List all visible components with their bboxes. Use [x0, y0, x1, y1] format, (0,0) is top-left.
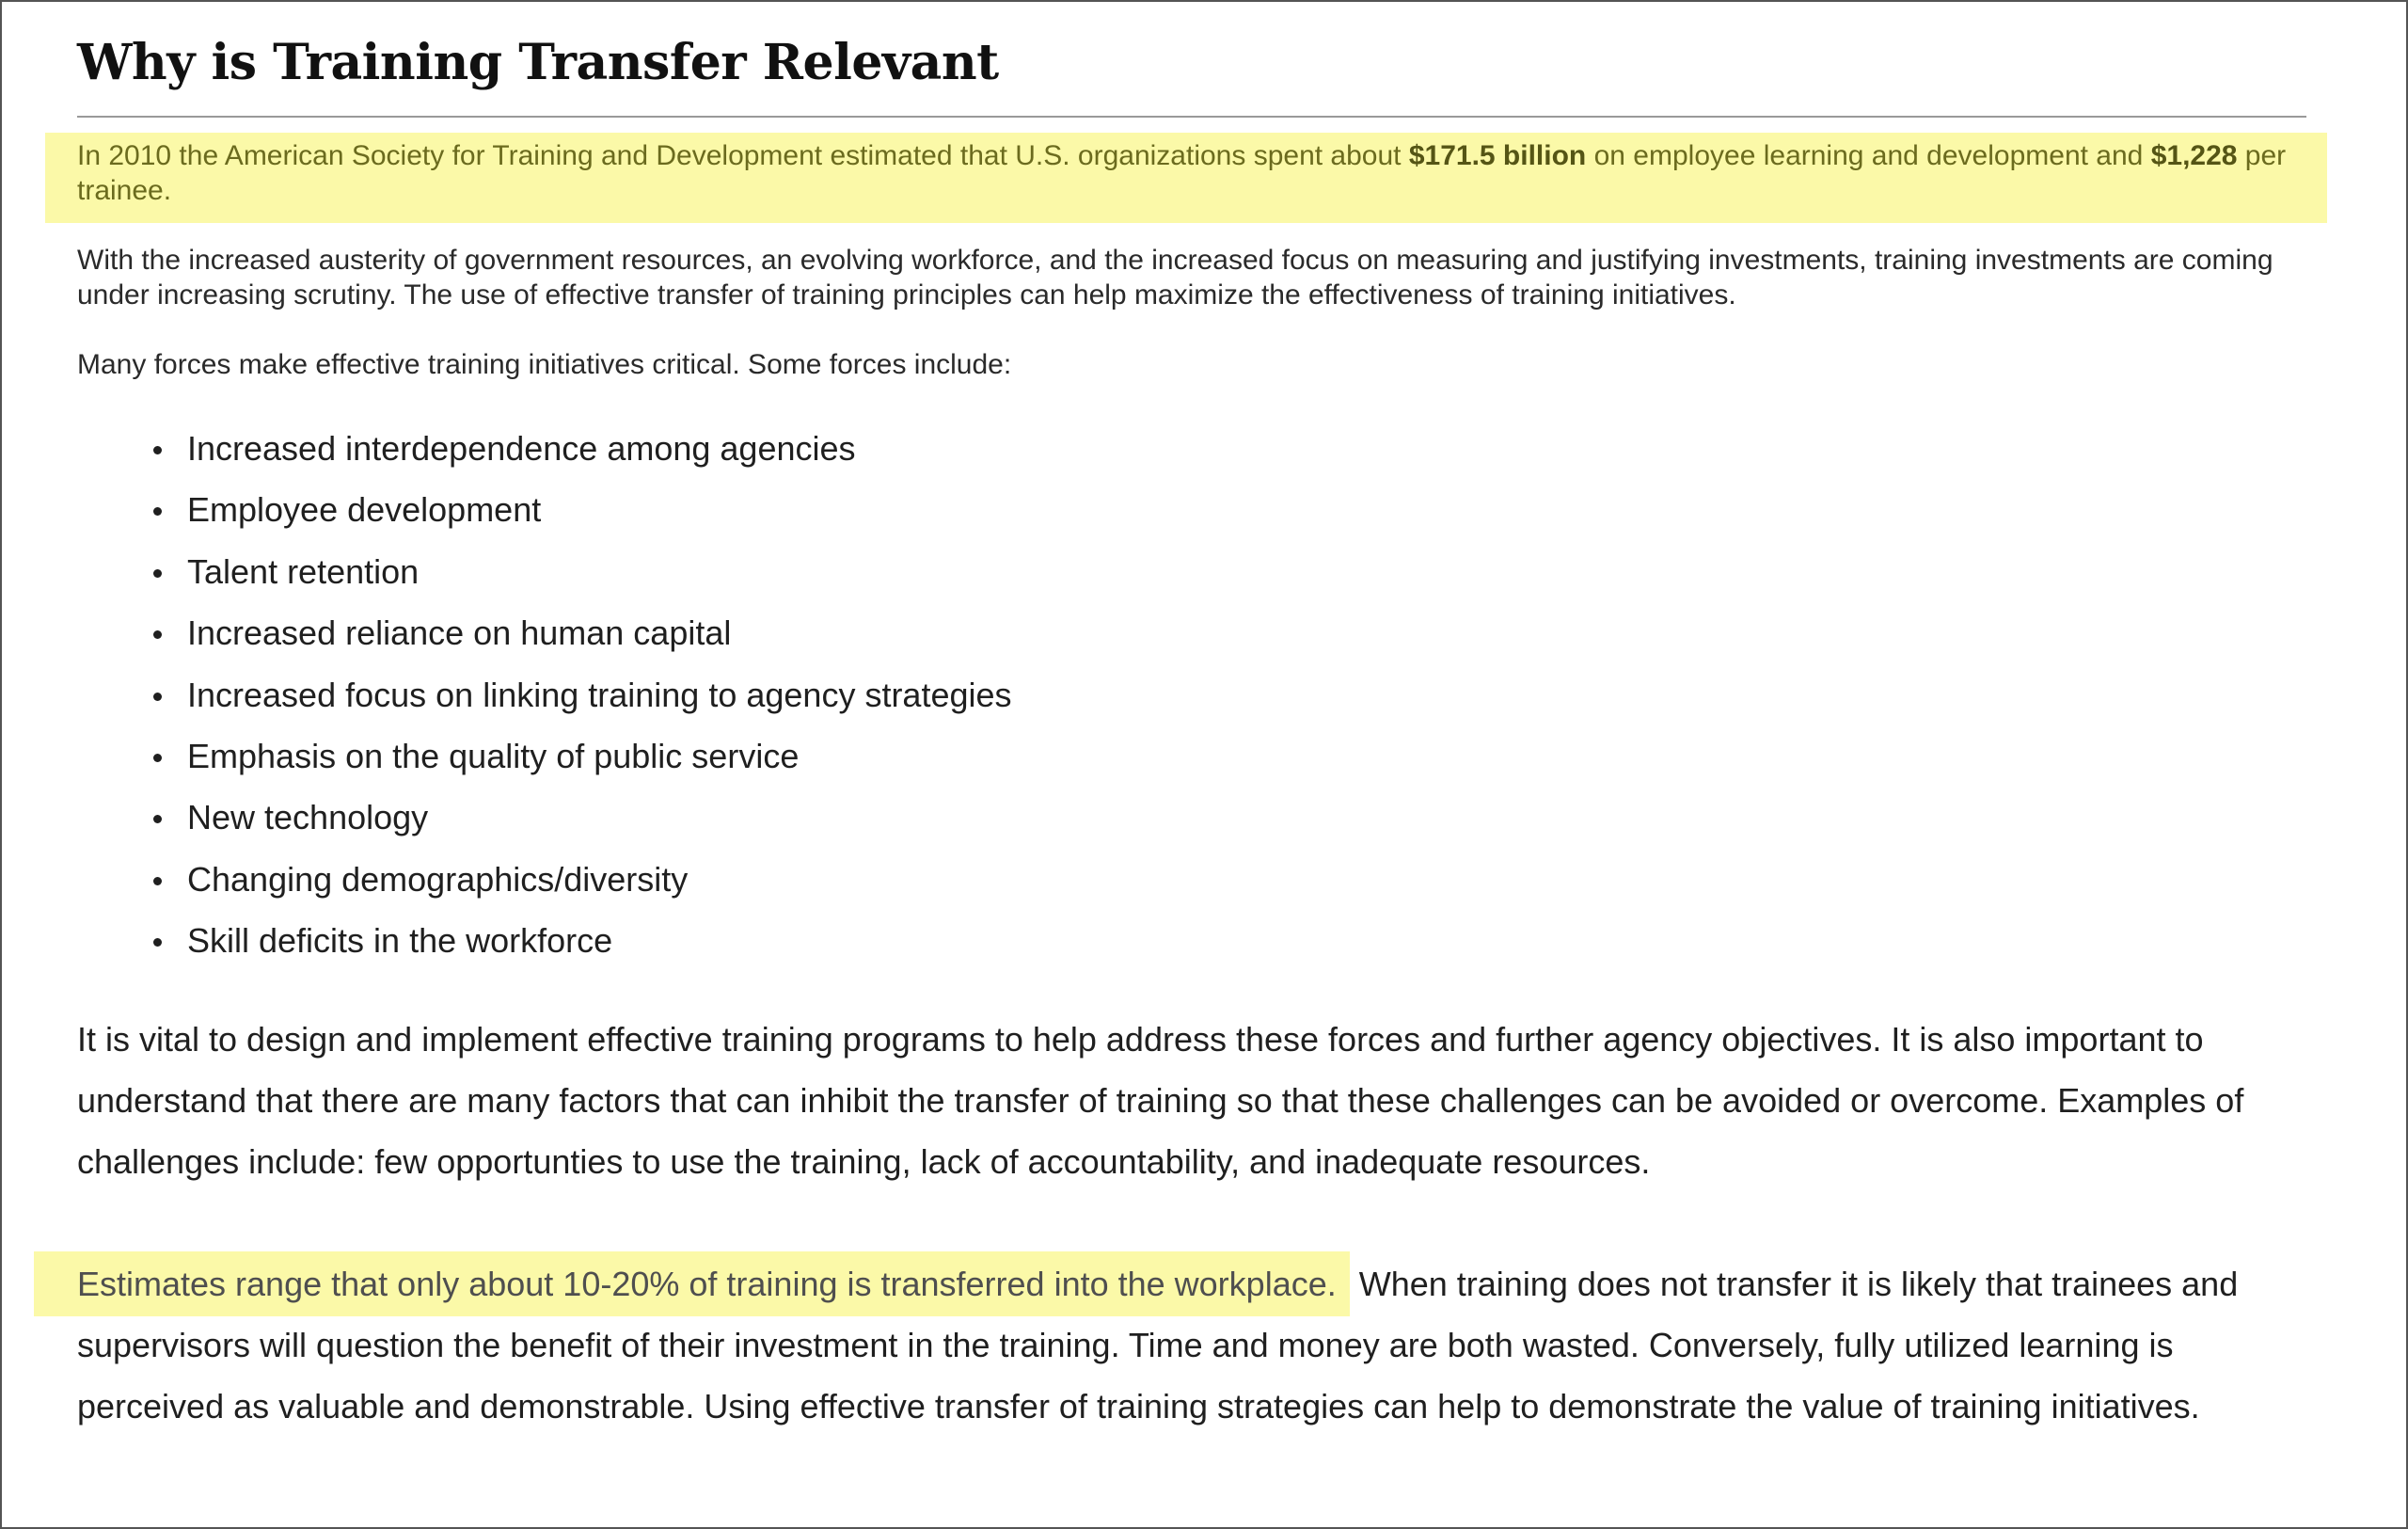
list-item: Emphasis on the quality of public service	[187, 733, 1012, 794]
estimates-paragraph	[77, 1253, 2316, 1437]
list-item: New technology	[187, 794, 1012, 855]
intro-text-3: per trainee.	[77, 140, 2287, 206]
list-item: Increased focus on linking training to agency strategies	[187, 672, 1012, 733]
title-divider	[77, 116, 2306, 118]
intro-text-2: on employee learning and development and	[1586, 140, 2151, 171]
vital-paragraph: It is vital to design and implement effective training programs to help address these forces and further agency objectives. It is also important to understand that there are many factors that can inhibit the transfer of training so that these challenges can be avoided or overcome. Examples of challenges include: few opportunties to use the training, lack of accountability, and inadequate resources.	[77, 1020, 2244, 1181]
list-item: Increased interdependence among agencies	[187, 425, 1012, 486]
austerity-paragraph: With the increased austerity of government resources, an evolving workforce, and the increased focus on measuring and justifying investments, training investments are coming under increasing scrutiny. The use of effective transfer of training principles can help maximize the effectiveness of training initiatives.	[77, 245, 2273, 311]
list-item: Skill deficits in the workforce	[187, 917, 1012, 979]
intro-paragraph	[77, 138, 2316, 208]
intro-amount: $171.5 billion	[1408, 140, 1587, 171]
list-item: Talent retention	[187, 549, 1012, 610]
intro-text-1: In 2010 the American Society for Training and Development estimated that U.S. organizations spent about	[77, 140, 1409, 171]
estimates-highlight: Estimates range that only about 10-20% of training is transferred into the workplace.	[77, 1251, 1350, 1316]
forces-list	[77, 425, 1012, 980]
forces-intro: Many forces make effective training initiatives critical. Some forces include:	[77, 349, 1012, 380]
intro-per-trainee: $1,228	[2150, 140, 2238, 171]
page-title: Why is Training Transfer Relevant	[77, 34, 999, 91]
estimates-rest: When training does not transfer it is likely that trainees and supervisors will question the benefit of their investment in the training. Time and money are both wasted. Conversely, fully utilized learning is perceived as valuable and demonstrable. Using effective transfer of training strategies can help to demonstrate the value of training initiatives.	[77, 1265, 2239, 1425]
list-item: Changing demographics/diversity	[187, 856, 1012, 917]
list-item: Employee development	[187, 486, 1012, 548]
list-item: Increased reliance on human capital	[187, 610, 1012, 671]
